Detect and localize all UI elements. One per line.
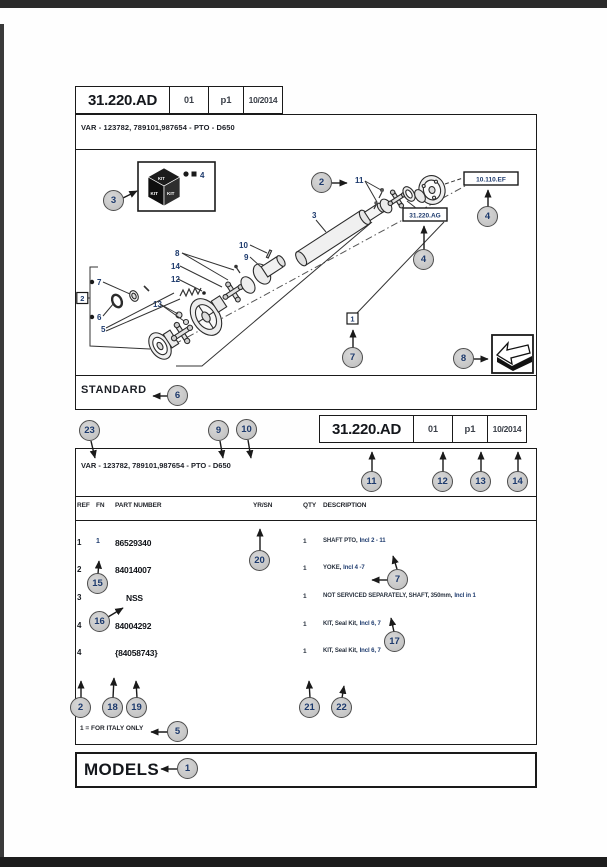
callout-header-rev: 12 xyxy=(432,471,453,492)
table-row xyxy=(76,565,536,593)
col-ref: REF xyxy=(77,502,90,510)
part-number: {84058743} xyxy=(115,648,158,659)
callout-yrsn: 20 xyxy=(249,550,270,571)
table-row xyxy=(76,621,536,649)
svg-text:12: 12 xyxy=(171,275,180,284)
models-section xyxy=(75,752,537,788)
header-table-bottom xyxy=(319,415,527,443)
ref-box-31220AG xyxy=(403,201,447,221)
qty-value: 1 xyxy=(303,592,307,600)
callout-ref-col: 2 xyxy=(70,697,91,718)
part-number: 84014007 xyxy=(115,565,152,576)
svg-text:13: 13 xyxy=(153,300,162,309)
ref-box-10110EF xyxy=(445,172,518,185)
parts-table-header xyxy=(76,497,536,520)
ref-value: 2 xyxy=(77,565,82,575)
description: YOKE, Incl 4 -7 xyxy=(323,565,365,572)
standard-label: STANDARD xyxy=(81,383,147,396)
boxed-label-1 xyxy=(347,313,358,324)
svg-text:2: 2 xyxy=(80,294,85,303)
date: 10/2014 xyxy=(243,87,282,113)
fn-value: 1 xyxy=(96,537,100,545)
svg-text:10: 10 xyxy=(239,241,248,250)
header-table-top xyxy=(75,86,283,114)
callout-standard: 6 xyxy=(167,385,188,406)
callout-header-date: 14 xyxy=(507,471,528,492)
col-qty: QTY xyxy=(303,502,317,510)
variant-line: VAR - 123782, 789101,987654 - PTO - D650 xyxy=(81,461,231,470)
svg-text:31.220.AG: 31.220.AG xyxy=(409,212,441,220)
callout-ref-box-a: 4 xyxy=(477,206,498,227)
table-row xyxy=(76,593,536,621)
callout-var: 23 xyxy=(79,420,100,441)
scan-bottom-bar xyxy=(0,857,607,867)
svg-text:6: 6 xyxy=(97,313,102,322)
section-code: 31.220.AD xyxy=(331,420,401,438)
callout-models: 1 xyxy=(177,758,198,779)
callout-orientation: 8 xyxy=(453,348,474,369)
svg-text:1: 1 xyxy=(350,314,355,324)
bullet-icon xyxy=(183,171,188,176)
callout-header-code: 11 xyxy=(361,471,382,492)
callout-assembly: 7 xyxy=(342,347,363,368)
callout-header-page: 13 xyxy=(470,471,491,492)
callout-kit: 3 xyxy=(103,190,124,211)
page-number: p1 xyxy=(208,87,243,113)
boxed-label-2 xyxy=(77,293,88,304)
parts-table-body xyxy=(76,521,536,676)
callout-qty-col: 21 xyxy=(299,697,320,718)
part-number: 84004292 xyxy=(115,620,152,631)
svg-text:KIT: KIT xyxy=(167,191,175,196)
italy-footnote: 1 = FOR ITALY ONLY xyxy=(80,725,144,733)
svg-text:3: 3 xyxy=(312,211,317,220)
callout-fasteners: 2 xyxy=(311,172,332,193)
ref-value: 4 xyxy=(77,648,82,658)
kit-legend xyxy=(138,162,215,211)
variant-box xyxy=(75,448,537,498)
callout-desc-yoke: 7 xyxy=(387,569,408,590)
qty-value: 1 xyxy=(303,620,307,628)
ref-value: 4 xyxy=(77,620,82,630)
orientation-arrow-icon xyxy=(492,335,533,373)
description: SHAFT PTO, Incl 2 - 11 xyxy=(323,537,386,544)
col-fn: FN xyxy=(96,502,105,510)
ref-value: 3 xyxy=(77,592,82,602)
date: 10/2014 xyxy=(487,416,526,442)
description: KIT, Seal Kit, Incl 6, 7 xyxy=(323,620,381,627)
exploded-diagram-svg xyxy=(76,150,534,375)
svg-text:8: 8 xyxy=(175,249,180,258)
callout-part-col-b: 19 xyxy=(126,697,147,718)
col-part-number: PART NUMBER xyxy=(115,502,162,510)
col-description: DESCRIPTION xyxy=(323,502,367,510)
callout-var-pto: 9 xyxy=(208,420,229,441)
svg-text:9: 9 xyxy=(244,253,249,262)
callout-ref-box-b: 4 xyxy=(413,249,434,270)
callout-nss: 16 xyxy=(89,611,110,632)
square-icon xyxy=(192,172,197,177)
description: KIT, Seal Kit, Incl 6, 7 xyxy=(323,648,381,655)
revision: 01 xyxy=(413,416,452,442)
section-code: 31.220.AD xyxy=(87,91,157,109)
part-number: NSS xyxy=(126,592,143,603)
qty-value: 1 xyxy=(303,565,307,573)
callout-desc-note: 17 xyxy=(384,631,405,652)
svg-text:14: 14 xyxy=(171,262,180,271)
ref-value: 1 xyxy=(77,537,82,547)
callout-desc-col: 22 xyxy=(331,697,352,718)
col-yrsn: YR/SN xyxy=(253,502,273,510)
qty-value: 1 xyxy=(303,537,307,545)
exploded-diagram xyxy=(76,150,536,375)
svg-text:7: 7 xyxy=(97,278,102,287)
callout-var-model: 10 xyxy=(236,419,257,440)
callout-part-col-a: 18 xyxy=(102,697,123,718)
page-number: p1 xyxy=(452,416,487,442)
table-row xyxy=(76,538,536,566)
part-number: 86529340 xyxy=(115,537,152,548)
standard-row xyxy=(76,375,536,404)
svg-text:10.110.EF: 10.110.EF xyxy=(476,176,506,184)
svg-text:11: 11 xyxy=(355,176,364,185)
variant-line: VAR - 123782, 789101,987654 - PTO - D650 xyxy=(76,115,536,150)
models-label: MODELS xyxy=(84,760,160,779)
description: NOT SERVICED SEPARATELY, SHAFT, 350mm, Incl in 1 xyxy=(323,592,476,599)
qty-value: 1 xyxy=(303,648,307,656)
svg-text:KIT: KIT xyxy=(150,191,158,196)
table-row xyxy=(76,648,536,676)
scan-left-bar xyxy=(0,24,4,857)
scan-top-bar xyxy=(0,0,607,8)
callout-fn: 15 xyxy=(87,573,108,594)
callout-footnote: 5 xyxy=(167,721,188,742)
revision: 01 xyxy=(169,87,208,113)
kit-legend-number: 4 xyxy=(200,171,205,180)
svg-text:5: 5 xyxy=(101,325,106,334)
svg-text:KIT: KIT xyxy=(158,176,165,181)
